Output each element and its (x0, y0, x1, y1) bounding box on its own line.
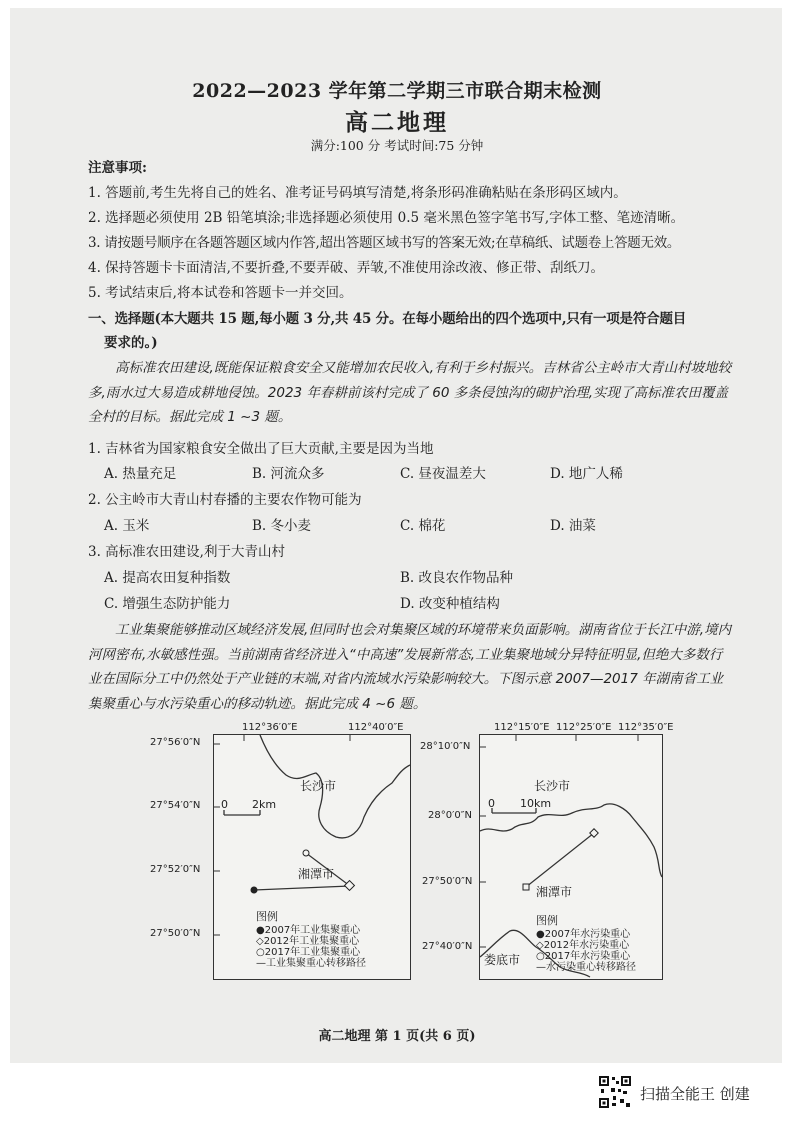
legend-symbol: ◇ (536, 940, 544, 951)
point-2007 (251, 887, 258, 894)
map-right-lat-label: 27°50′0″N (422, 876, 473, 887)
legend-symbol: ○ (256, 947, 265, 958)
map-right-city-xiangtan: 湘潭市 (536, 885, 573, 899)
legend-symbol: ○ (536, 951, 545, 962)
q2-option-c: C. 棉花 (400, 518, 446, 534)
transfer-path (254, 886, 350, 890)
map-right-scale-zero: 0 (488, 797, 495, 810)
map-left-legend-title: 图例 (256, 910, 278, 923)
question-2-stem: 2. 公主岭市大青山村春播的主要农作物可能为 (88, 492, 362, 508)
q1-option-a: A. 热量充足 (104, 466, 177, 482)
map-right-lon-label: 112°25′0″E (556, 722, 612, 733)
exam-subject: 高二地理 (345, 109, 449, 136)
legend-symbol: — (536, 962, 546, 973)
map-left-lat-label: 27°56′0″N (150, 737, 201, 748)
legend-symbol: — (256, 958, 266, 969)
question-3-stem: 3. 高标准农田建设,利于大青山村 (88, 544, 285, 560)
point-2017 (523, 884, 529, 890)
section-heading-cont: 要求的。) (104, 335, 158, 351)
map-right-legend-item: —水污染重心转移路径 (536, 962, 636, 973)
note-item: 5. 考试结束后,将本试卷和答题卡一并交回。 (88, 285, 353, 301)
map-right (479, 734, 663, 980)
map-left-city-changsha: 长沙市 (300, 779, 337, 793)
note-item: 1. 答题前,考生先将自己的姓名、准考证号码填写清楚,将条形码准确粘贴在条形码区域内。 (88, 185, 627, 201)
scanner-watermark: 扫描全能王 创建 (640, 1085, 750, 1103)
q3-option-a: A. 提高农田复种指数 (104, 570, 231, 586)
map-left-legend-item: —工业集聚重心转移路径 (256, 958, 366, 969)
point-2017 (303, 850, 309, 856)
map-left-scale-zero: 0 (221, 798, 228, 811)
map-left-lat-label: 27°50′0″N (150, 928, 201, 939)
map-right-lat-label: 28°0′0″N (428, 810, 472, 821)
map-left-lat-label: 27°52′0″N (150, 864, 201, 875)
note-item: 4. 保持答题卡卡面清洁,不要折叠,不要弄破、弄皱,不准使用涂改液、修正带、刮纸刀。 (88, 260, 605, 276)
map-left-scale-label: 2km (252, 798, 277, 811)
map-right-lon-label: 112°35′0″E (618, 722, 674, 733)
passage-1: 高标准农田建设,既能保证粮食安全又能增加农民收入,有利于乡村振兴。吉林省公主岭市大青山村坡地较多,雨水过大易造成耕地侵蚀。2023 年春耕前该村完成了 60 多条侵蚀沟的砌护治理,实现了高标准农田覆盖全村的目标。据此完成 1 ~3 题。 (88, 360, 732, 425)
qr-code-icon (598, 1075, 632, 1109)
note-item: 2. 选择题必须使用 2B 铅笔填涂;非选择题必须使用 0.5 毫米黑色签字笔书写,字体工整、笔迹清晰。 (88, 210, 685, 226)
section-heading: 一、选择题(本大题共 15 题,每小题 3 分,共 45 分。在每小题给出的四个选项中,只有一项是符合题目 (88, 311, 687, 327)
q3-option-d: D. 改变种植结构 (400, 596, 500, 612)
passage-2: 工业集聚能够推动区域经济发展,但同时也会对集聚区域的环境带来负面影响。湖南省位于长江中游,境内河网密布,水敏感性强。当前湖南省经济进入“中高速”发展新常态,工业集聚地域分异特征明显,但绝大多数行业在国际分工中仍然处于产业链的末端,对省内流域水污染影响较大。下图示意 2007—2017 年湖南省工业集聚重心与水污染重心的移动轨迹。据此完成 4 ~6 题。 (88, 622, 732, 712)
map-left-legend-item: ●2007年工业集聚重心 (256, 925, 361, 936)
exam-title: 2022—2023 学年第二学期三市联合期末检测 (192, 80, 602, 102)
score-time: 满分:100 分 考试时间:75 分钟 (310, 138, 484, 153)
map-right-lat-label: 28°10′0″N (420, 741, 471, 752)
q3-option-b: B. 改良农作物品种 (400, 570, 514, 586)
map-left-lat-label: 27°54′0″N (150, 800, 201, 811)
q2-option-b: B. 冬小麦 (252, 518, 312, 534)
map-right-lon-label: 112°15′0″E (494, 722, 550, 733)
legend-symbol: ● (536, 929, 545, 940)
question-1-stem: 1. 吉林省为国家粮食安全做出了巨大贡献,主要是因为当地 (88, 441, 434, 457)
q2-option-d: D. 油菜 (550, 518, 596, 534)
city-boundary-line (480, 804, 662, 877)
map-left-legend-item: ◇2012年工业集聚重心 (256, 936, 360, 947)
map-right-legend-item: ○2017年水污染重心 (536, 951, 631, 962)
q1-option-d: D. 地广人稀 (550, 466, 623, 482)
transfer-path (526, 833, 594, 887)
map-left-lon-label: 112°40′0″E (348, 722, 404, 733)
map-left-city-xiangtan: 湘潭市 (298, 867, 335, 881)
q3-option-c: C. 增强生态防护能力 (104, 596, 231, 612)
point-2012 (345, 881, 355, 891)
legend-symbol: ◇ (256, 936, 264, 947)
map-left-legend-item: ○2017年工业集聚重心 (256, 947, 361, 958)
q2-option-a: A. 玉米 (104, 518, 150, 534)
map-left (213, 734, 411, 980)
map-right-lat-label: 27°40′0″N (422, 941, 473, 952)
map-right-city-changsha: 长沙市 (534, 779, 571, 793)
map-right-legend-item: ●2007年水污染重心 (536, 929, 631, 940)
map-left-lon-label: 112°36′0″E (242, 722, 298, 733)
q1-option-c: C. 昼夜温差大 (400, 466, 486, 482)
notes-heading: 注意事项: (88, 160, 147, 176)
q1-option-b: B. 河流众多 (252, 466, 325, 482)
map-right-scale-label: 10km (520, 797, 552, 810)
page-footer: 高二地理 第 1 页(共 6 页) (318, 1029, 476, 1044)
map-right-legend-item: ◇2012年水污染重心 (536, 940, 630, 951)
note-item: 3. 请按题号顺序在各题答题区域内作答,超出答题区域书写的答案无效;在草稿纸、试题卷上答题无效。 (88, 235, 681, 251)
map-right-city-loudi: 娄底市 (484, 953, 521, 967)
legend-symbol: ● (256, 925, 265, 936)
map-right-legend-title: 图例 (536, 914, 558, 927)
